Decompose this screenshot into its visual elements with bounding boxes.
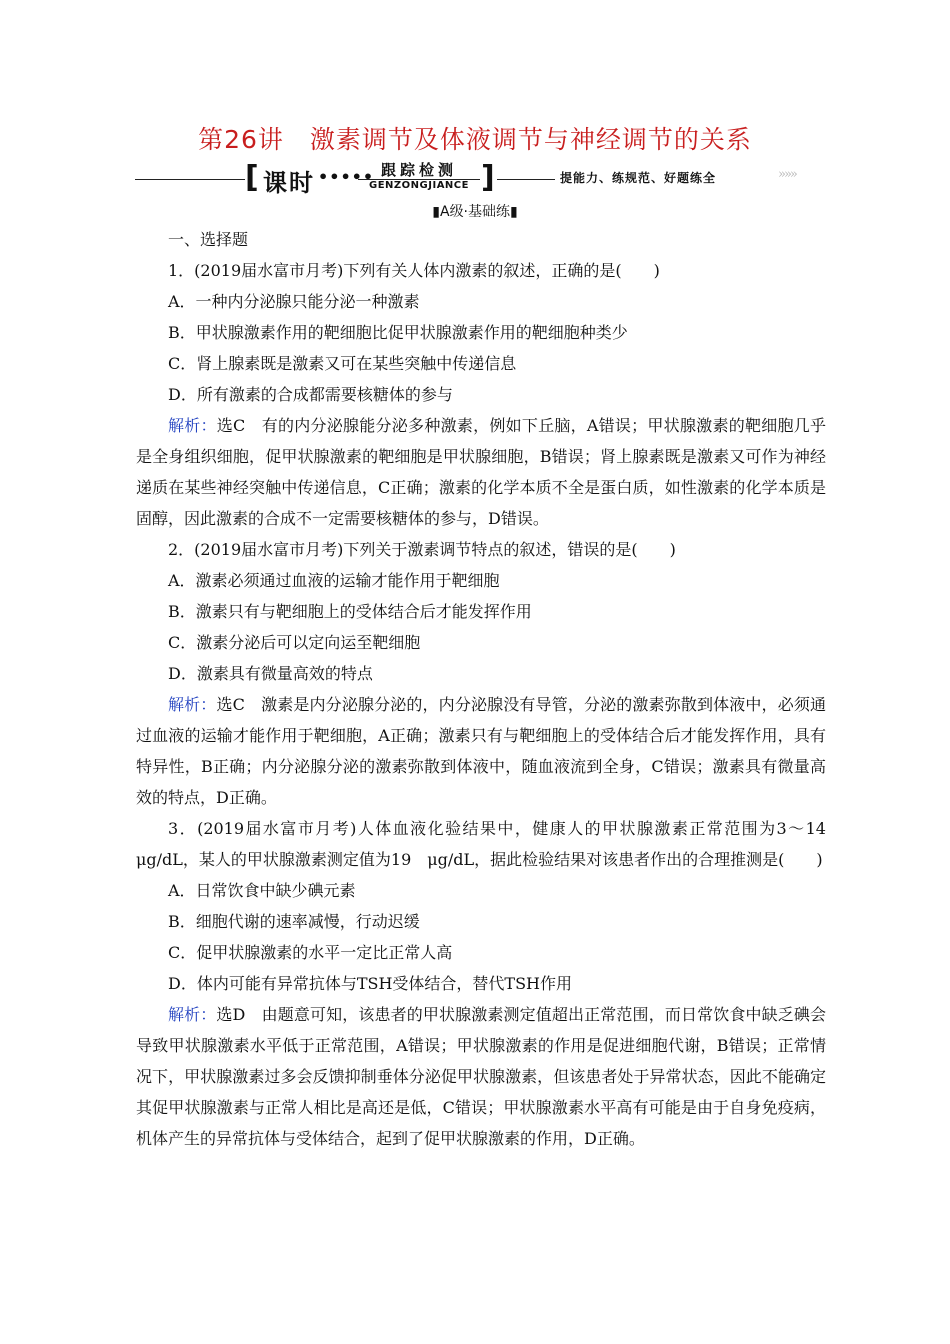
question-stem: 3．(2019届水富市月考)人体血液化验结果中，健康人的甲状腺激素正常范围为3～14 μg/dL，某人的甲状腺激素测定值为19 μg/dL，据此检验结果对该患者作出的合理推测是( ) [136,819,826,869]
question-option: B．细胞代谢的速率减慢，行动迟缓 [168,912,420,931]
question-option: D．体内可能有异常抗体与TSH受体结合，替代TSH作用 [168,974,573,993]
question-option: D．所有激素的合成都需要核糖体的参与 [168,385,453,404]
question-option: B．甲状腺激素作用的靶细胞比促甲状腺激素作用的靶细胞种类少 [168,323,628,342]
banner-bracket-left: [ [245,160,259,195]
level-heading: ▮A级·基础练▮ [432,204,518,220]
analysis-paragraph [136,689,826,813]
question-option: C．肾上腺素既是激素又可在某些突触中传递信息 [168,354,517,373]
banner-genzong-cn: 跟踪检测 [380,161,457,179]
analysis-text: 选C 有的内分泌腺能分泌多种激素，例如下丘脑，A错误；甲状腺激素的靶细胞几乎是全身组织细胞，促甲状腺激素的靶细胞是甲状腺细胞，B错误；肾上腺素既是激素又可作为神经递质在某些神经突触中传递信息，C正确；激素的化学本质不全是蛋白质，如性激素的化学本质是固醇，因此激素的合成不一定需要核糖体的参与，D错误。 [136,416,826,528]
banner-rule-right [497,179,555,180]
analysis-text: 选C 激素是内分泌腺分泌的，内分泌腺没有导管，分泌的激素弥散到体液中，必须通过血液的运输才能作用于靶细胞，A正确；激素只有与靶细胞上的受体结合后才能发挥作用，具有特异性，B正确；内分泌腺分泌的激素弥散到体液中，随血液流到全身，C错误；激素具有微量高效的特点，D正确。 [136,695,826,807]
analysis-label: 解析： [168,1005,217,1024]
banner-slogan: 提能力、练规范、好题练全 [560,171,717,185]
section-heading: 一、选择题 [168,230,249,249]
question-block [136,813,826,1154]
question-stem: 1．(2019届水富市月考)下列有关人体内激素的叙述，正确的是( ) [168,261,660,280]
banner-arrows-icon: »»» [778,167,796,182]
content-body [136,224,826,1154]
question-option: D．激素具有微量高效的特点 [168,664,373,683]
question-option: C．激素分泌后可以定向运至靶细胞 [168,633,421,652]
lesson-title: 第26讲 激素调节及体液调节与神经调节的关系 [198,125,752,154]
section-banner [135,161,825,197]
analysis-label: 解析： [168,416,217,435]
question-option: B．激素只有与靶细胞上的受体结合后才能发挥作用 [168,602,532,621]
banner-keshi: 课时 [263,169,315,197]
banner-rule-left [135,179,245,180]
analysis-text: 选D 由题意可知，该患者的甲状腺激素测定值超出正常范围，而日常饮食中缺乏碘会导致甲状腺激素水平低于正常范围，A错误；甲状腺激素的作用是促进细胞代谢，B错误；正常情况下，甲状腺激素过多会反馈抑制垂体分泌促甲状腺激素，但该患者处于异常状态，因此不能确定其促甲状腺激素与正常人相比是高还是低，C错误；甲状腺激素水平高有可能是由于自身免疫病，机体产生的异常抗体与受体结合，起到了促甲状腺激素的作用，D正确。 [136,1005,826,1148]
question-option: A．一种内分泌腺只能分泌一种激素 [168,292,420,311]
banner-genzong-box [358,161,480,193]
banner-dots: ••••• [318,167,375,186]
question-option: A．日常饮食中缺少碘元素 [168,881,356,900]
question-block [136,255,826,534]
analysis-paragraph [136,410,826,534]
banner-genzong-en: GENZONGJIANCE [358,179,480,192]
question-option: A．激素必须通过血液的运输才能作用于靶细胞 [168,571,500,590]
analysis-paragraph [136,999,826,1154]
question-option: C．促甲状腺激素的水平一定比正常人高 [168,943,453,962]
analysis-label: 解析： [168,695,217,714]
banner-bracket-right: ] [481,160,495,195]
question-stem: 2．(2019届水富市月考)下列关于激素调节特点的叙述，错误的是( ) [168,540,676,559]
question-block [136,534,826,813]
